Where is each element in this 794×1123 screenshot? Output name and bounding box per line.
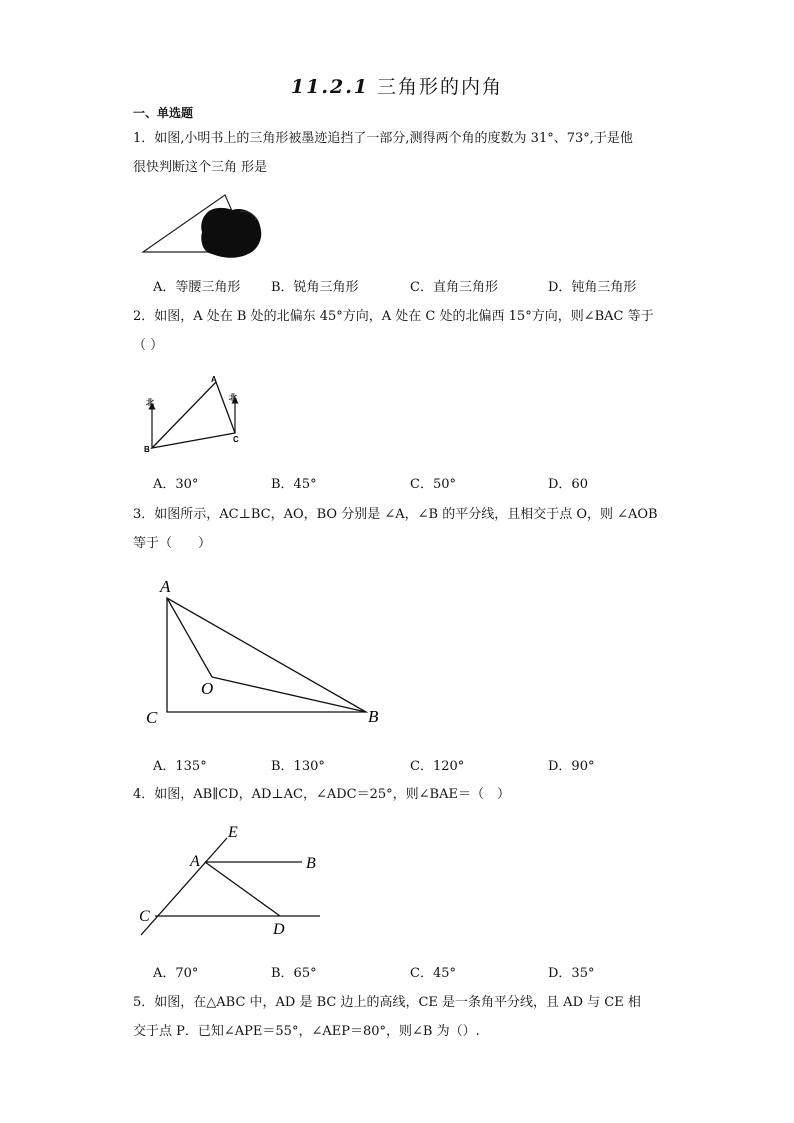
page-title: [0, 72, 794, 99]
question-2-line1: 2．如图，A 处在 B 处的北偏东 45°方向，A 处在 C 处的北偏西 15°方向，则∠BAC 等于: [133, 309, 654, 324]
q2-option-d: D．60: [548, 477, 588, 492]
q2-option-b: B．45°: [271, 477, 317, 492]
question-3-line2: 等于（ ）: [133, 536, 212, 551]
question-2-line2: （ ）: [133, 338, 164, 353]
fig2-label-c: C: [233, 435, 239, 444]
question-5: [133, 988, 673, 1046]
q2-option-c: C．50°: [410, 477, 456, 492]
fig2-label-a: A: [211, 375, 217, 384]
q1-option-b: B．锐角三角形: [271, 280, 359, 295]
q1-option-d: D．钝角三角形: [548, 280, 637, 295]
fig4-label-e: E: [228, 824, 238, 841]
q3-option-b: B．130°: [271, 759, 325, 774]
question-1: [133, 124, 673, 182]
fig4-label-a: A: [190, 853, 200, 870]
question-4: [133, 780, 673, 809]
question-5-line2: 交于点 P．已知∠APE＝55°，∠AEP＝80°，则∠B 为（）.: [133, 1024, 480, 1039]
q3-option-d: D．90°: [548, 759, 595, 774]
fig3-label-o: O: [201, 679, 214, 698]
fig4-label-c: C: [139, 908, 150, 925]
fig2-label-b: B: [144, 445, 150, 454]
q4-option-d: D．35°: [548, 966, 595, 981]
q3-option-c: C．120°: [410, 759, 465, 774]
fig4-label-b: B: [306, 855, 316, 872]
fig4-label-d: D: [273, 921, 285, 938]
section-number: 11.2.1: [290, 76, 370, 98]
question-3-line1: 3．如图所示，AC⊥BC，AO，BO 分别是 ∠A，∠B 的平分线，且相交于点 O，则 ∠AOB: [133, 507, 658, 522]
section-heading: 一、单选题: [133, 106, 194, 120]
q4-option-a: A．70°: [153, 966, 199, 981]
question-3: [133, 500, 673, 558]
question-1-line1: 1．如图,小明书上的三角形被墨迹追挡了一部分,测得两个角的度数为 31°、73°,于是他: [133, 131, 633, 146]
question-5-line1: 5．如图，在△ABC 中，AD 是 BC 边上的高线，CE 是一条角平分线，且 AD 与 CE 相: [133, 995, 641, 1010]
fig2-north-b: 北: [146, 398, 154, 407]
question-2: [133, 302, 673, 360]
question-4-line1: 4．如图，AB∥CD，AD⊥AC，∠ADC＝25°，则∠BAE＝（ ）: [133, 787, 510, 802]
q4-option-c: C．45°: [410, 966, 456, 981]
figure-1-ink-triangle: [140, 192, 270, 262]
fig3-label-b: B: [368, 707, 379, 726]
fig3-label-c: C: [146, 708, 158, 727]
q1-option-a: A．等腰三角形: [153, 280, 241, 295]
question-1-line2: 很快判断这个三角 形是: [133, 160, 268, 175]
figure-3-right-triangle: [140, 570, 400, 730]
title-text: 三角形的内角: [377, 76, 504, 98]
fig2-north-c: 北: [229, 393, 237, 402]
q1-option-c: C．直角三角形: [410, 280, 498, 295]
q2-option-a: A．30°: [153, 477, 199, 492]
figure-4-parallel-lines: [135, 820, 335, 945]
q3-option-a: A．135°: [153, 759, 207, 774]
fig3-label-a: A: [160, 577, 171, 596]
figure-2-bearing-triangle: [140, 370, 250, 460]
q4-option-b: B．65°: [271, 966, 317, 981]
